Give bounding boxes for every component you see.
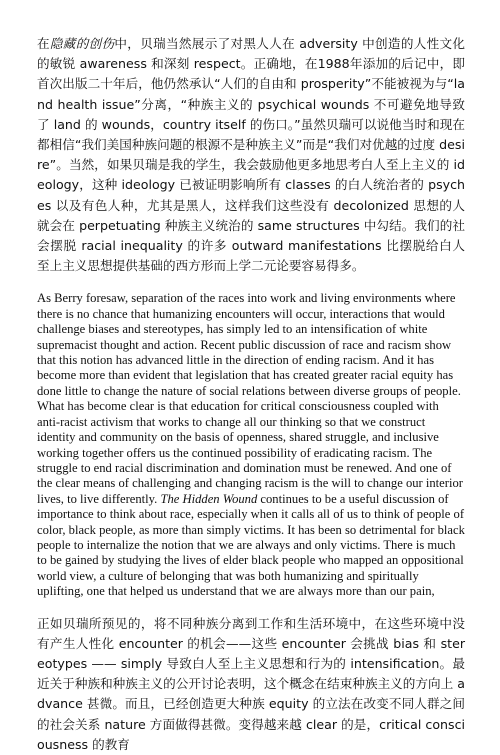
english-text-part-2: continues to be a useful discussion of importance to think about race, especially when it calls all of us to think of people of color, black people, as more than simply victims. It has been so detrimental for black people to internalize the notion that we are always and only victims. There is much to be gained by studying the lives of elder black people who mapped an oppositional world view, a culture of belonging that was both humanizing and spiritually uplifting, one that helped us understand that we are always more than our pain, [37,491,465,599]
english-paragraph [37,291,465,599]
chinese-translation-body: 正如贝瑞所预见的，将不同种族分离到工作和生活环境中，在这些环境中没有产生人性化 encounter 的机会——这些 encounter 会挑战 bias 和 stereotypes —— simply 导致白人至上主义思想和行为的 intensification。最近关于种族和种族主义的公开讨论表明，这个概念在结束种族主义的方向上 advance 甚微。而且，已经创造更大种族 equity 的立法在改变不同人群之间的社会关系 nature 方面做得甚微。变得越来越 clear 的是，critical consciousness 的教育 [37,615,465,752]
paragraph-lead: 在 [37,36,50,51]
paragraph-body: 中，贝瑞当然展示了对黑人人在 adversity 中创造的人性文化的敏锐 awareness 和深刻 respect。正确地，在1988年添加的后记中，即首次出版二十年后，他仍然承认“人们的自由和 prosperity”不能被视为与“land health issue”分离，“种族主义的 psychical wounds 不可避免地导致了 land 的 wounds，country itself 的伤口。”虽然贝瑞可以说他当时和现在都相信“我们美国种族问题的根源不是种族主义”而是“我们对优越的过度 desire”。当然，如果贝瑞是我的学生，我会鼓励他更多地思考白人至上主义的 ideology，这种 ideology 已被证明影响所有 classes 的白人统治者的 psyches 以及有色人种，尤其是黑人，这样我们这些没有 decolonized 思想的人就会在 perpetuating 种族主义统治的 same structures 中勾结。我们的社会摆脱 racial inequality 的许多 outward manifestations 比摆脱给白人至上主义思想提供基础的西方形而上学二元论要容易得多。 [37,36,466,274]
chinese-paragraph-2 [37,614,465,755]
document-page [37,34,465,755]
book-title-italic: 隐藏的创伤 [49,36,115,51]
english-book-title-italic: The Hidden Wound [160,491,258,506]
english-text-part-1: As Berry foresaw, separation of the races into work and living environments where there is no chance that humanizing encounters will occur, interactions that would challenge biases and stereotypes, has simply led to an intensification of white supremacist thought and action. Recent public discussion of race and racism show that this notion has advanced little in the direction of ending racism. And it has become more than evident that legislation that has created greater racial equity has done little to change the nature of social relations between diverse groups of people. What has become clear is that education for critical consciousness coupled with anti-racist activism that works to change all our thinking so that we construct identity and community on the basis of openness, shared struggle, and inclusive working together offers us the continued possibility of eradicating racism. The struggle to end racial discrimination and domination must be renewed. And one of the clear means of challenging and changing racism is the will to change our interior lives, to live differently. [37,291,463,506]
chinese-paragraph-1 [37,34,465,276]
